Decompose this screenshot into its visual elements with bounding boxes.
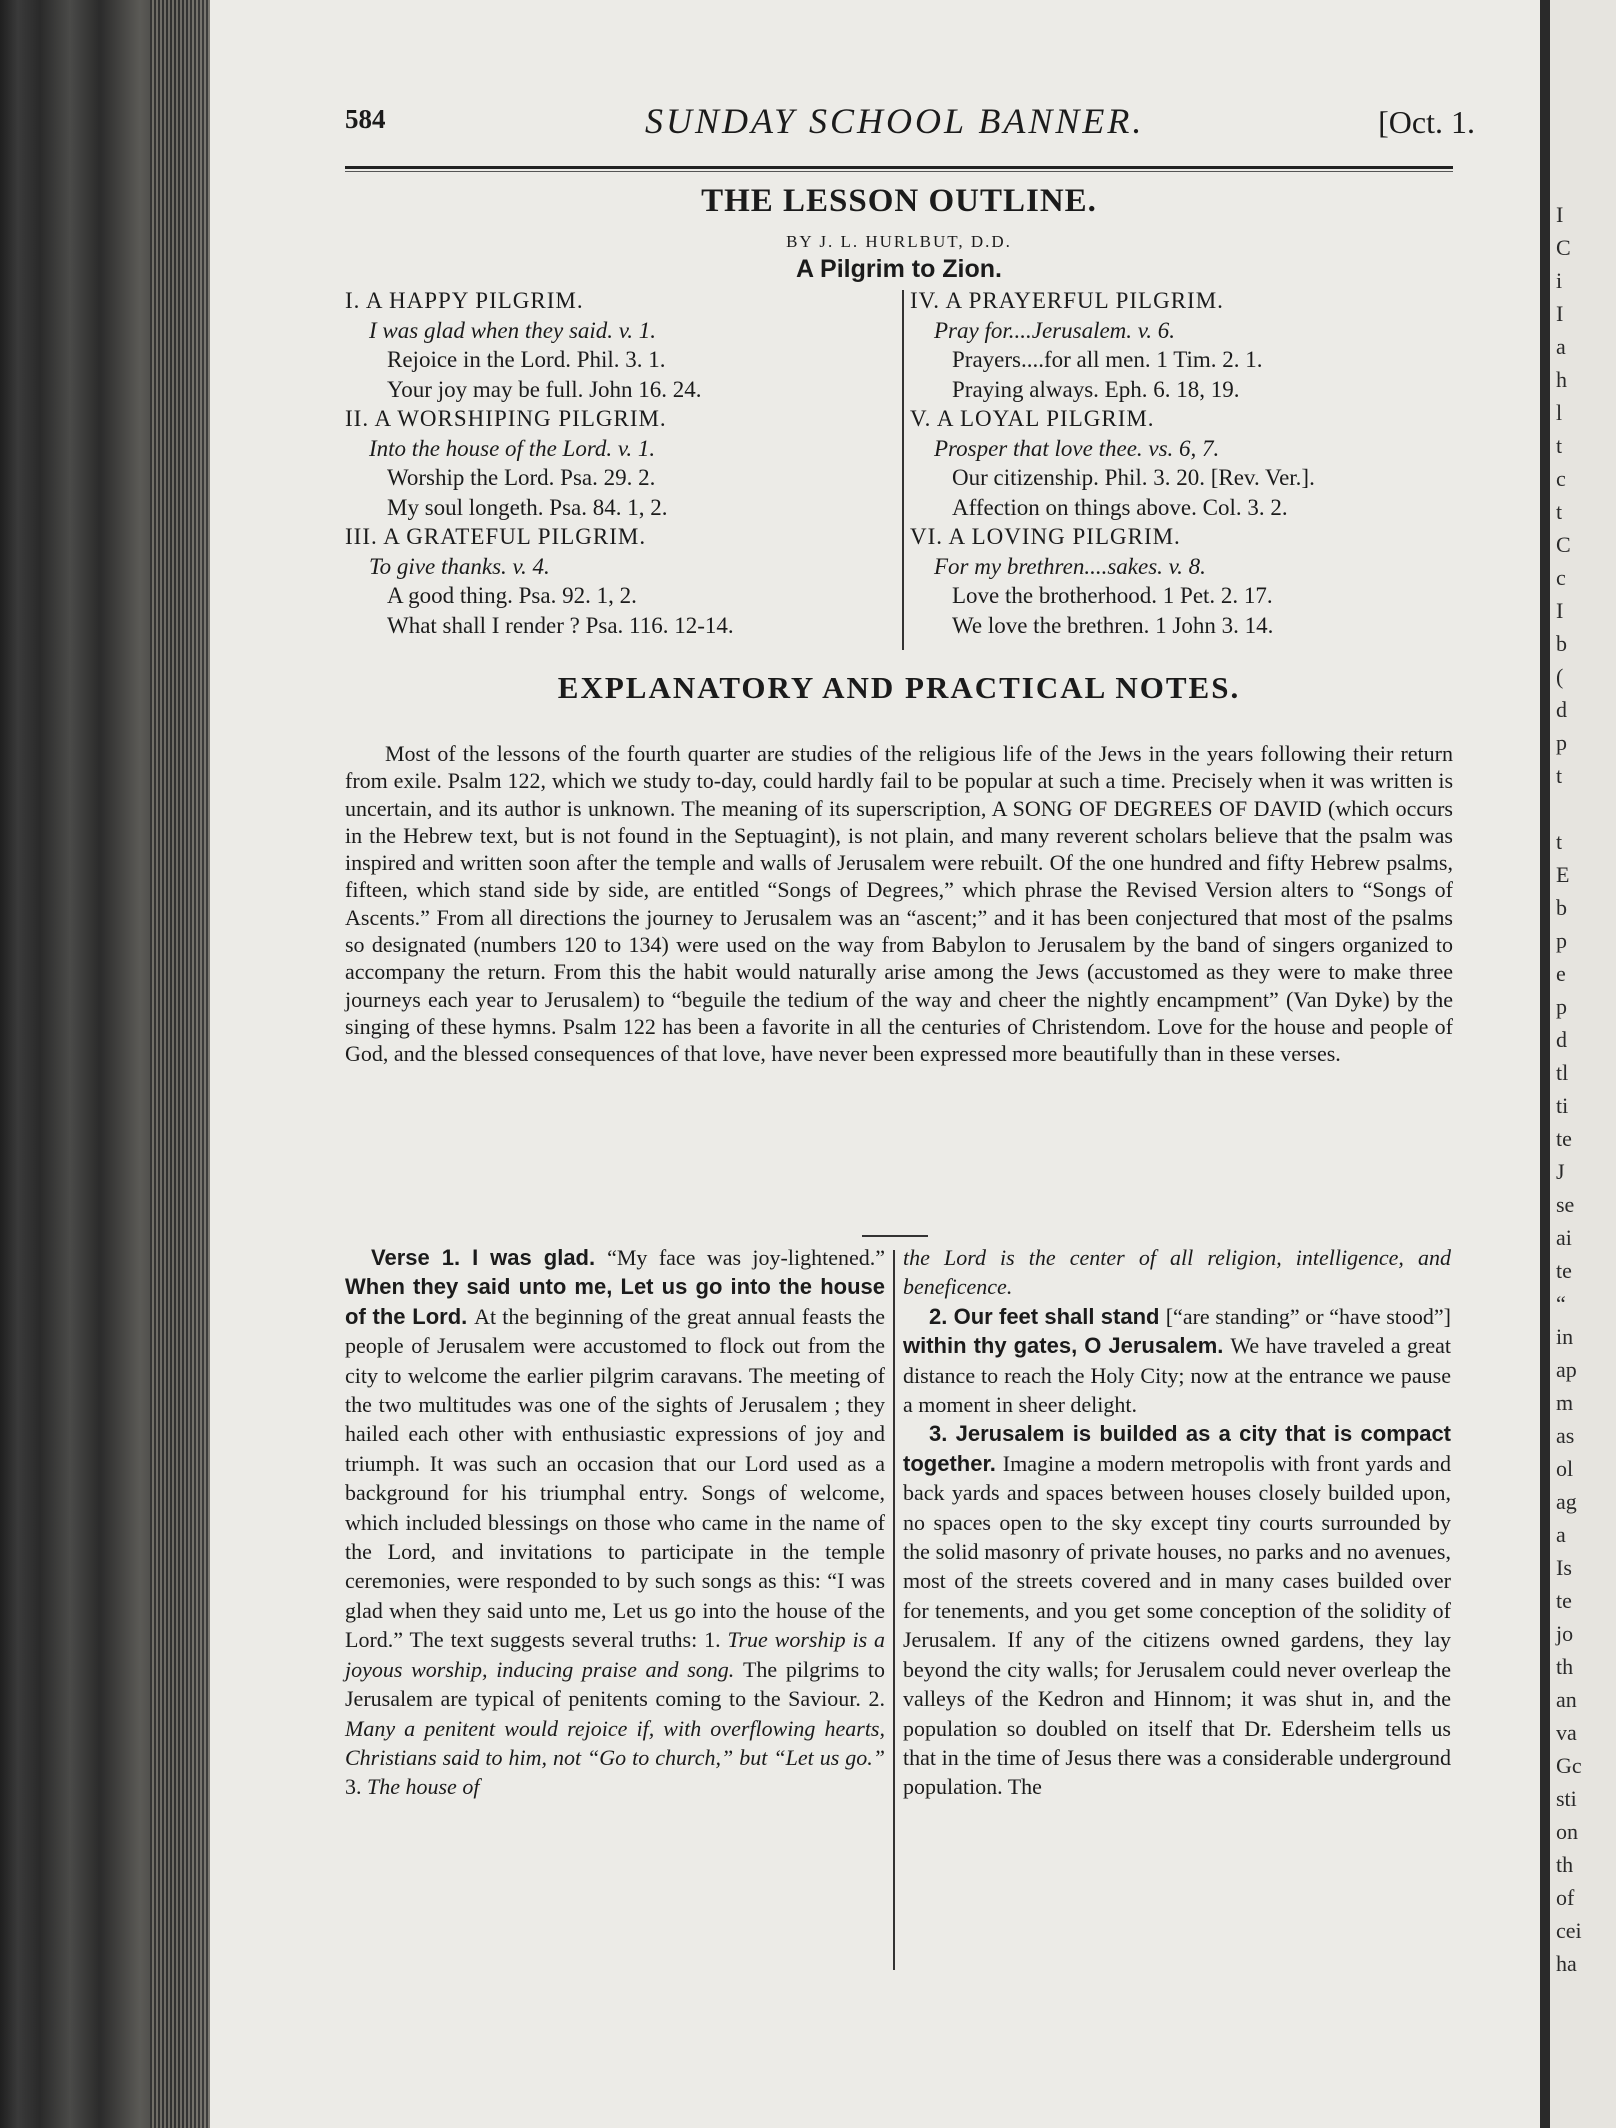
adjacent-page-text: th: [1556, 1852, 1574, 1877]
adjacent-page-text: in: [1556, 1324, 1574, 1349]
adjacent-page-text: ol: [1556, 1456, 1574, 1481]
adjacent-page-text: te: [1556, 1126, 1572, 1151]
adjacent-page-text: a: [1556, 1522, 1566, 1547]
outline-text: Into the house of the Lord. v. 1.: [369, 435, 656, 461]
note-text: Imagine a modern metropolis with front yards and back yards and spaces between houses closely builded upon, no spaces open to the sky except tiny courts surrounded by the solid masonry of private houses, no parks and no avenues, most of the streets covered and in many cases builded over for tenements, and you get some conception of the solidity of Jerusalem. If any of the citizens owned gardens, they lay beyond the city walls; for Jerusalem could never overleap the valleys of the Kedron and Hinnom; it was shut in, and the population so doubled on itself that Dr. Edersheim tells us that in the time of Jesus there was a considerable underground population. The: [903, 1450, 1451, 1800]
adjacent-page-text: th: [1556, 1654, 1574, 1679]
outline-left-column: [345, 286, 900, 640]
adjacent-page-text: Gc: [1556, 1753, 1582, 1778]
adjacent-page-text: b: [1556, 895, 1567, 920]
adjacent-page-text: c: [1556, 466, 1566, 491]
outline-reference: Love the brotherhood. 1 Pet. 2. 17.: [952, 583, 1273, 608]
intro-paragraph: Most of the lessons of the fourth quarter are studies of the religious life of the Jews in the years following their return from exile. Psalm 122, which we study to-day, could hardly fail to be popular at such a time. Precisely when it was written is uncertain, and its author is unknown. The meaning of its superscription, A SONG OF DEGREES OF DAVID (which occurs in the Hebrew text, but is not found in the Septuagint), is not plain, and many reverent scholars believe that the psalm was inspired and written soon after the temple and walls of Jerusalem were rebuilt. Of the one hundred and fifty Hebrew psalms, fifteen, which stand side by side, are entitled “Songs of Degrees,” which phrase the Revised Version alters to “Songs of Ascents.” From all directions the journey to Jerusalem was an “ascent;” and it has been conjectured that most of the psalms so designated (numbers 120 to 134) were used on the way from Babylon to Jerusalem by the band of singers organized to accompany the return. From this the habit would naturally arise among the Jews (accustomed as they were to make three journeys each year to Jerusalem) to “beguile the tedium of the way and cheer the nightly encampment” (Van Dyke) by the singing of these hymns. Psalm 122 has been a favorite in all the centuries of Christendom. Love for the house and people of God, and the blessed consequences of that love, have never been expressed more beautifully than in these verses.: [345, 741, 1453, 1067]
outline-heading: VI. A LOVING PILGRIM.: [910, 524, 1181, 549]
adjacent-page-text: ha: [1556, 1951, 1577, 1976]
outline-text: For my brethren....sakes. v. 8.: [934, 553, 1206, 579]
outline-text: To give thanks. v. 4.: [369, 553, 550, 579]
adjacent-page-text: of: [1556, 1885, 1575, 1910]
adjacent-page-text: C: [1556, 532, 1571, 557]
running-header: [345, 100, 1475, 150]
outline-right-column: [910, 286, 1450, 640]
outline-heading: II. A WORSHIPING PILGRIM.: [345, 406, 667, 431]
adjacent-page-text: as: [1556, 1423, 1575, 1448]
outline-subtitle: A Pilgrim to Zion.: [795, 255, 1002, 283]
adjacent-page-text: sti: [1556, 1786, 1577, 1811]
verse-quote: Verse 1. I was glad.: [371, 1245, 608, 1270]
header-rule: [345, 166, 1453, 169]
adjacent-page-text: t: [1556, 763, 1563, 788]
notes-left-column: [345, 1243, 885, 1802]
adjacent-page-text: t: [1556, 433, 1563, 458]
adjacent-page-text: i: [1556, 268, 1563, 293]
header-date: [Oct. 1.: [1378, 104, 1475, 140]
outline-heading: V. A LOYAL PILGRIM.: [910, 406, 1155, 431]
adjacent-page-text: te: [1556, 1258, 1572, 1283]
adjacent-page-text: cei: [1556, 1918, 1582, 1943]
verse-1-note: [345, 1243, 885, 1802]
book-spine: [0, 0, 210, 2128]
adjacent-page-text: t: [1556, 499, 1563, 524]
column-divider: [893, 1250, 895, 1970]
verse-quote: When they said unto me, Let us go into the house of the Lord.: [345, 1274, 885, 1329]
outline-reference: Praying always. Eph. 6. 18, 19.: [952, 376, 1240, 402]
outline-reference: Prayers....for all men. 1 Tim. 2. 1.: [952, 347, 1263, 372]
emphasis-text: True worship is a joyous worship, inducing praise and song.: [345, 1627, 885, 1682]
adjacent-page-text: e: [1556, 961, 1566, 986]
outline-heading: IV. A PRAYERFUL PILGRIM.: [910, 288, 1224, 313]
outline-reference: Rejoice in the Lord. Phil. 3. 1.: [387, 347, 666, 372]
adjacent-page-text: c: [1556, 565, 1566, 590]
outline-heading: I. A HAPPY PILGRIM.: [345, 288, 584, 313]
outline-heading: III. A GRATEFUL PILGRIM.: [345, 524, 647, 549]
adjacent-page-text: p: [1556, 928, 1567, 953]
adjacent-page-text: m: [1556, 1390, 1574, 1415]
lesson-outline-title: THE LESSON OUTLINE.: [701, 183, 1097, 219]
note-text: The pilgrims to Jerusalem are typical of penitents coming to the Saviour. 2.: [345, 1656, 885, 1712]
adjacent-page-text: I: [1556, 202, 1564, 227]
note-text: 3.: [345, 1774, 367, 1800]
emphasis-text: The house of: [367, 1774, 480, 1800]
outline-text: I was glad when they said. v. 1.: [369, 317, 657, 343]
note-text: “My face was joy-lightened.”: [607, 1245, 885, 1270]
verse-quote: 3. Jerusalem is builded as a city that is compact together.: [903, 1421, 1451, 1476]
outline-reference: Your joy may be full. John 16. 24.: [387, 376, 702, 402]
outline-reference: Worship the Lord. Psa. 29. 2.: [387, 465, 656, 490]
page-number: 584: [345, 104, 386, 134]
emphasis-text: the Lord is the center of all religion, intelligence, and beneficence.: [903, 1245, 1451, 1300]
adjacent-page-text: l: [1556, 400, 1563, 425]
gutter: [1540, 0, 1550, 2128]
section-divider: [862, 1235, 928, 1237]
adjacent-page-text: te: [1556, 1588, 1572, 1613]
adjacent-page-text: “: [1556, 1291, 1566, 1316]
adjacent-page-text: a: [1556, 334, 1566, 359]
adjacent-page-text: J: [1556, 1159, 1565, 1184]
outline-reference: Affection on things above. Col. 3. 2.: [952, 494, 1288, 520]
header-rule-thin: [345, 171, 1453, 172]
verse-2-note: [903, 1302, 1451, 1420]
adjacent-page-text: p: [1556, 994, 1567, 1019]
adjacent-page-text: d: [1556, 1027, 1567, 1052]
notes-right-column: [903, 1243, 1451, 1802]
byline: BY J. L. HURLBUT, D.D.: [786, 232, 1012, 251]
adjacent-page-fragment: [1550, 0, 1616, 2128]
adjacent-page-text: ai: [1556, 1225, 1572, 1250]
adjacent-page-text: va: [1556, 1720, 1577, 1745]
verse-quote: 2. Our feet shall stand: [929, 1303, 1166, 1329]
adjacent-page-text: tl: [1556, 1060, 1569, 1085]
emphasis-text: Many a penitent would rejoice if, with overflowing hearts, Christians said to him, not “Go to church,” but “Let us go.”: [345, 1715, 885, 1770]
adjacent-page-text: I: [1556, 598, 1564, 623]
adjacent-page-text: C: [1556, 235, 1571, 260]
outline-reference: We love the brethren. 1 John 3. 14.: [952, 612, 1274, 638]
verse-quote: within thy gates, O Jerusalem.: [903, 1333, 1231, 1359]
outline-reference: My soul longeth. Psa. 84. 1, 2.: [387, 494, 668, 520]
adjacent-page-text: h: [1556, 367, 1567, 392]
adjacent-page-text: Is: [1556, 1555, 1572, 1580]
note-text: At the beginning of the great annual feasts the people of Jerusalem were accustomed to flock out from the city to welcome the earlier pilgrim caravans. The meeting of the two multitudes was one of the sights of Jerusalem ; they hailed each other with enthusiastic expressions of joy and triumph. It was such an occasion that our Lord used as a background for his triumphal entry. Songs of welcome, which included blessings on those who came in the name of the Lord, and invitations to participate in the temple ceremonies, were responded to by such songs as this: “I was glad when they said unto me, Let us go into the house of the Lord.” The text suggests several truths: 1.: [345, 1303, 885, 1653]
adjacent-page-text: se: [1556, 1192, 1575, 1217]
verse-1-note-continued: [903, 1243, 1451, 1302]
running-title: SUNDAY SCHOOL BANNER.: [645, 101, 1145, 141]
adjacent-page-text: (: [1556, 664, 1564, 689]
outline-reference: A good thing. Psa. 92. 1, 2.: [387, 583, 637, 608]
adjacent-page-text: ap: [1556, 1357, 1577, 1382]
outline-text: Pray for....Jerusalem. v. 6.: [934, 317, 1176, 343]
outline-reference: What shall I render ? Psa. 116. 12-14.: [387, 612, 734, 638]
adjacent-page-text: E: [1556, 862, 1570, 887]
adjacent-page-text: d: [1556, 697, 1567, 722]
adjacent-page-text: ti: [1556, 1093, 1569, 1118]
notes-title: EXPLANATORY AND PRACTICAL NOTES.: [557, 670, 1241, 705]
adjacent-page-text: p: [1556, 730, 1567, 755]
note-text: We have traveled a great distance to reach the Holy City; now at the entrance we pause a moment in sheer delight.: [903, 1333, 1451, 1418]
outline-reference: Our citizenship. Phil. 3. 20. [Rev. Ver.].: [952, 465, 1315, 490]
adjacent-page-text: ag: [1556, 1489, 1577, 1514]
adjacent-page-text: an: [1556, 1687, 1577, 1712]
page-edges: [150, 0, 210, 2128]
adjacent-page-text: b: [1556, 631, 1567, 656]
verse-3-note: [903, 1419, 1451, 1801]
adjacent-page-text: t: [1556, 829, 1563, 854]
outline-text: Prosper that love thee. vs. 6, 7.: [934, 435, 1220, 461]
adjacent-page-text: I: [1556, 301, 1564, 326]
adjacent-page-text: on: [1556, 1819, 1578, 1844]
column-divider: [902, 290, 904, 650]
note-text: [“are standing” or “have stood”]: [1165, 1303, 1451, 1329]
adjacent-page-text: jo: [1556, 1621, 1574, 1646]
